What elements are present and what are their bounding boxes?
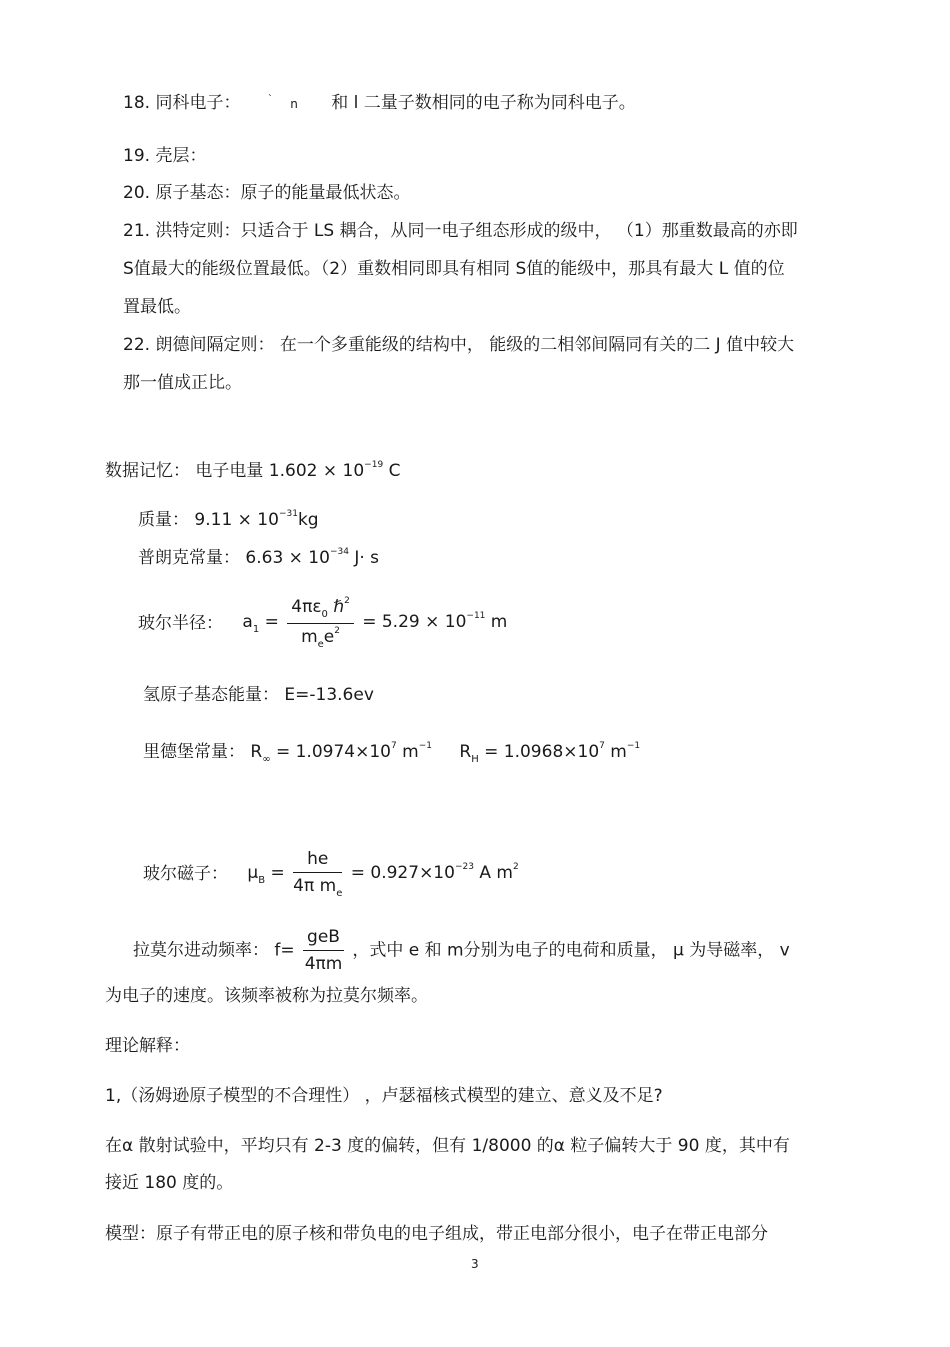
bohr-radius-fraction [287,596,354,651]
rydberg-unit1: m [396,742,419,762]
memory-charge-unit: C [383,461,401,481]
bohr-radius-rhs-exp: −11 [466,611,486,621]
memory-mass [138,509,319,534]
bohr-radius-denominator [287,624,354,651]
rydberg-val2: = 1.0968×10 [478,742,600,762]
rydberg-exp1: 7 [390,741,397,751]
bohr-radius-lhs: a [242,612,253,632]
bohr-radius-den-sup: 2 [334,626,340,636]
magneton-mu: μ [247,862,259,883]
larmor-text: ，式中 e 和 m分别为电子的电荷和质量， μ 为导磁率， v [352,940,790,961]
magneton-rhs: = 0.927×10 [350,862,455,883]
def-18 [123,92,636,117]
theory-paragraph-1-line2: 接近 180 度的。 [105,1173,234,1193]
theory-paragraph-2: 模型：原子有带正电的原子核和带负电的电子组成，带正电部分很小，电子在带正电部分 [105,1224,768,1244]
rydberg-r2: R [459,742,472,762]
larmor-numerator: geB [303,926,344,951]
magneton-rhs-exp: −23 [454,861,474,872]
magneton-den-main: 4π m [293,876,337,896]
memory-charge [105,460,400,485]
bohr-radius-num-sup: 2 [344,596,350,606]
def-21-line3: 置最低。 [123,297,191,317]
rydberg-sub-h: H [471,754,479,765]
rydberg-val1: = 1.0974×10 [270,742,391,762]
def-19: 19. 壳层： [123,146,207,166]
magneton-eq: = [265,862,285,883]
memory-ground-energy: 氢原子基态能量： E=-13.6ev [143,685,374,705]
memory-charge-label: 数据记忆： 电子电量 1.602 × 10 [105,461,365,481]
bohr-radius-eq: = [259,612,279,632]
bohr-radius-hbar: ℏ [327,597,345,617]
rydberg-unit2-exp: −1 [626,741,641,751]
theory-question-1: 1,（汤姆逊原子模型的不合理性） ，卢瑟福核式模型的建立、意义及不足? [105,1086,663,1106]
def-18-n: n [290,97,298,111]
bohr-radius-den-sub: e [317,639,324,650]
magneton-rhs-unit-sup: 2 [512,861,519,872]
memory-magneton [143,848,519,900]
memory-planck [138,547,379,572]
magneton-numerator: he [293,848,342,873]
memory-planck-unit: J· s [348,548,380,568]
bohr-radius-num-main: 4πε [291,597,322,617]
bohr-radius-den-e: e [323,627,335,647]
memory-rydberg [143,741,640,766]
memory-mass-exp: −31 [278,509,298,519]
magneton-label: 玻尔磁子： [143,864,228,884]
rydberg-unit1-exp: −1 [418,741,432,751]
memory-planck-label: 普朗克常量： 6.63 × 10 [138,548,330,568]
def-21-line2: S值最大的能级位置最低。（2）重数相同即具有相同 S值的能级中，那具有最大 L 值的位 [123,259,785,279]
def-18-text: 和 l 二量子数相同的电子称为同科电子。 [331,93,636,113]
def-18-label: 18. 同科电子： [123,93,241,113]
larmor-fraction [303,926,344,975]
larmor-line2: 为电子的速度。该频率被称为拉莫尔频率。 [105,986,428,1006]
memory-mass-unit: kg [297,510,319,530]
memory-charge-exp: −19 [364,460,384,470]
magneton-fraction [293,848,342,900]
bohr-radius-numerator [287,596,354,624]
rydberg-label: 里德堡常量： R [143,742,263,762]
larmor-label: 拉莫尔进动频率： f= [133,940,295,961]
memory-bohr-radius [138,596,507,651]
memory-planck-exp: −34 [329,547,349,557]
rydberg-sub-inf: ∞ [262,754,271,765]
def-18-mark: ` [267,94,273,105]
bohr-radius-label: 玻尔半径： [138,613,223,634]
def-20: 20. 原子基态：原子的能量最低状态。 [123,183,411,203]
magneton-denominator [293,873,342,900]
magneton-rhs-unit: A m [473,862,513,883]
bohr-radius-num-sub: 0 [321,609,328,620]
magneton-den-sub: e [336,888,343,899]
bohr-radius-den-m: m [301,627,318,647]
bohr-radius-rhs: = 5.29 × 10 [362,612,467,632]
bohr-radius-lhs-sub: 1 [252,624,260,635]
def-21-line1: 21. 洪特定则：只适合于 LS 耦合，从同一电子组态形成的级中， （1）那重数最高的亦即 [123,221,798,241]
rydberg-unit2: m [604,742,627,762]
def-22-line1: 22. 朗德间隔定则： 在一个多重能级的结构中， 能级的二相邻间隔同有关的二 J 值中较大 [123,335,795,355]
def-22-line2: 那一值成正比。 [123,373,242,393]
theory-paragraph-1-line1: 在α 散射试验中，平均只有 2-3 度的偏转，但有 1/8000 的α 粒子偏转大于 90 度，其中有 [105,1136,790,1156]
memory-larmor [133,926,790,975]
theory-heading: 理论解释： [105,1036,190,1056]
larmor-denominator: 4πm [304,954,343,974]
bohr-radius-rhs-unit: m [485,612,508,632]
magneton-mu-sub: B [258,874,266,886]
rydberg-exp2: 7 [599,741,605,751]
memory-mass-label: 质量： 9.11 × 10 [138,510,279,530]
page-number: 3 [471,1257,479,1271]
